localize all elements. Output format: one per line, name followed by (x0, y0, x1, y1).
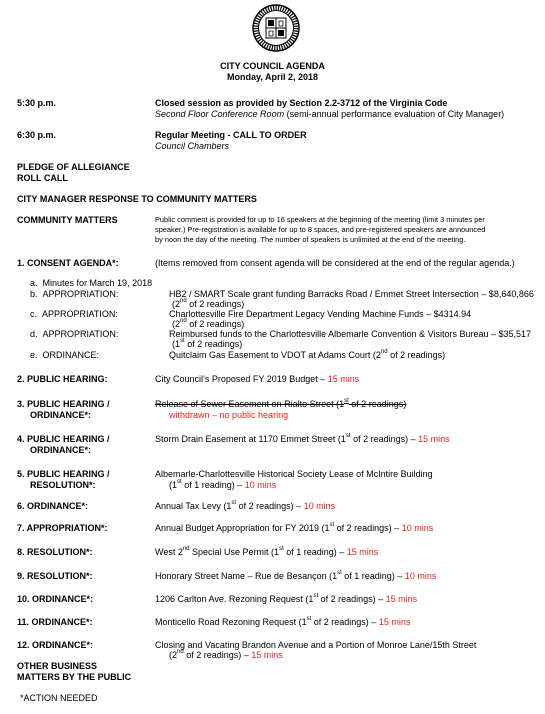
item-8-text: West 2nd Special Use Permit (1st of 1 reading) – 15 mins (155, 546, 379, 557)
consent-item-c-text: Charlottesville Fire Department Legacy Vending Machine Funds – $4314.94 (169, 309, 472, 319)
consent-item-d-label: d. APPROPRIATION: (30, 329, 119, 339)
consent-item-c-sub: (2nd of 2 readings) (172, 318, 245, 329)
session-title-closed: Closed session as provided by Section 2.2-3712 of the Virginia Code (155, 98, 448, 108)
community-matters-label: COMMUNITY MATTERS (17, 215, 118, 225)
item-5-sub: (1st of 1 reading) – 10 mins (169, 479, 277, 490)
action-needed-note: *ACTION NEEDED (20, 693, 98, 703)
item-10-label: 10. ORDINANCE*: (17, 594, 94, 604)
item-2-label: 2. PUBLIC HEARING: (17, 374, 108, 384)
consent-item-b-text: HB2 / SMART Scale grant funding Barracks Road / Emmet Street Intersection – $8,640,866 (169, 289, 534, 299)
consent-item-d-text: Reimbursed funds to the Charlottesville Albemarle Convention & Visitors Bureau – $35,517 (169, 329, 532, 339)
consent-item-b-sub: (2nd of 2 readings) (172, 298, 245, 309)
item-8-label: 8. RESOLUTION*: (17, 547, 93, 557)
agenda-title: CITY COUNCIL AGENDA (220, 61, 325, 71)
item-10-text: 1206 Carlton Ave. Rezoning Request (1st of 2 readings) – 15 mins (155, 593, 418, 604)
consent-item-e-text: Quitclaim Gas Easement to VDOT at Adams Court (2nd of 2 readings) (169, 349, 446, 360)
consent-item-a: a. Minutes for March 19, 2018 (30, 278, 153, 288)
item-11-label: 11. ORDINANCE*: (17, 617, 93, 627)
item-4-label-2: ORDINANCE*: (30, 445, 92, 455)
session-time-closed: 5:30 p.m. (17, 98, 57, 108)
item-9-label: 9. RESOLUTION*: (17, 571, 93, 581)
community-matters-text-1: Public comment is provided for up to 16 speakers at the beginning of the meeting (limit 3 minutes per (155, 215, 485, 224)
item-6-text: Annual Tax Levy (1st of 2 readings) – 10 mins (155, 500, 336, 511)
item-5-text: Albemarle-Charlottesville Historical Society Lease of McIntire Building (155, 469, 433, 479)
roll-call-heading: ROLL CALL (17, 173, 68, 183)
cmr-heading: CITY MANAGER RESPONSE TO COMMUNITY MATTERS (17, 194, 257, 204)
consent-item-b-label: b. APPROPRIATION: (30, 289, 119, 299)
consent-agenda-desc: (Items removed from consent agenda will be considered at the end of the regular agenda.) (155, 258, 515, 268)
item-7-label: 7. APPROPRIATION*: (17, 523, 108, 533)
item-7-text: Annual Budget Appropriation for FY 2019 (1st of 2 readings) – 10 mins (155, 522, 434, 533)
item-3-label-1: 3. PUBLIC HEARING / (17, 399, 110, 409)
item-12-text: Closing and Vacating Brandon Avenue and a Portion of Monroe Lane/15th Street (155, 640, 477, 650)
item-3-label-2: ORDINANCE*: (30, 410, 92, 420)
community-matters-text-2: speaker.) Pre-registration is available for up to 8 spaces, and pre-registered speakers are announced (155, 225, 486, 234)
item-6-label: 6. ORDINANCE*: (17, 501, 89, 511)
consent-item-e-label: e. ORDINANCE: (30, 350, 100, 360)
item-12-label: 12. ORDINANCE*: (17, 640, 94, 650)
item-9-text: Honorary Street Name – Rue de Besançon (1st of 1 reading) – 10 mins (155, 570, 437, 581)
city-seal (252, 4, 300, 52)
session-location-regular: Council Chambers (155, 141, 230, 151)
item-4-text: Storm Drain Easement at 1170 Emmet Street (1st of 2 readings) – 15 mins (155, 433, 450, 444)
matters-by-public-heading: MATTERS BY THE PUBLIC (17, 672, 132, 682)
agenda-date: Monday, April 2, 2018 (226, 72, 319, 82)
item-3-withdrawn-note: withdrawn – no public hearing (169, 410, 289, 420)
pledge-heading: PLEDGE OF ALLEGIANCE (17, 162, 130, 172)
item-11-text: Monticello Road Rezoning Request (1st of 2 readings) – 15 mins (155, 616, 411, 627)
item-5-label-1: 5. PUBLIC HEARING / (17, 469, 110, 479)
item-5-label-2: RESOLUTION*: (30, 480, 96, 490)
session-title-regular: Regular Meeting - CALL TO ORDER (155, 130, 307, 140)
session-time-regular: 6:30 p.m. (17, 130, 57, 140)
consent-agenda-label: 1. CONSENT AGENDA*: (17, 258, 119, 268)
community-matters-text-3: by noon the day of the meeting. The number of speakers is unlimited at the end of the meeting. (155, 235, 466, 244)
item-2-text: City Council’s Proposed FY 2019 Budget – 15 mins (155, 374, 360, 384)
other-business-heading: OTHER BUSINESS (17, 661, 98, 671)
consent-item-c-label: c. APPROPRIATION: (30, 309, 118, 319)
session-location-closed: Second Floor Conference Room (semi-annual performance evaluation of City Manager) (155, 109, 505, 119)
consent-item-d-sub: (1st of 2 readings) (172, 338, 243, 349)
item-12-sub: (2nd of 2 readings) – 15 mins (169, 649, 283, 660)
item-4-label-1: 4. PUBLIC HEARING / (17, 434, 110, 444)
item-3-text: Release of Sewer Easement on Rialto Street (1st of 2 readings) (155, 398, 407, 409)
